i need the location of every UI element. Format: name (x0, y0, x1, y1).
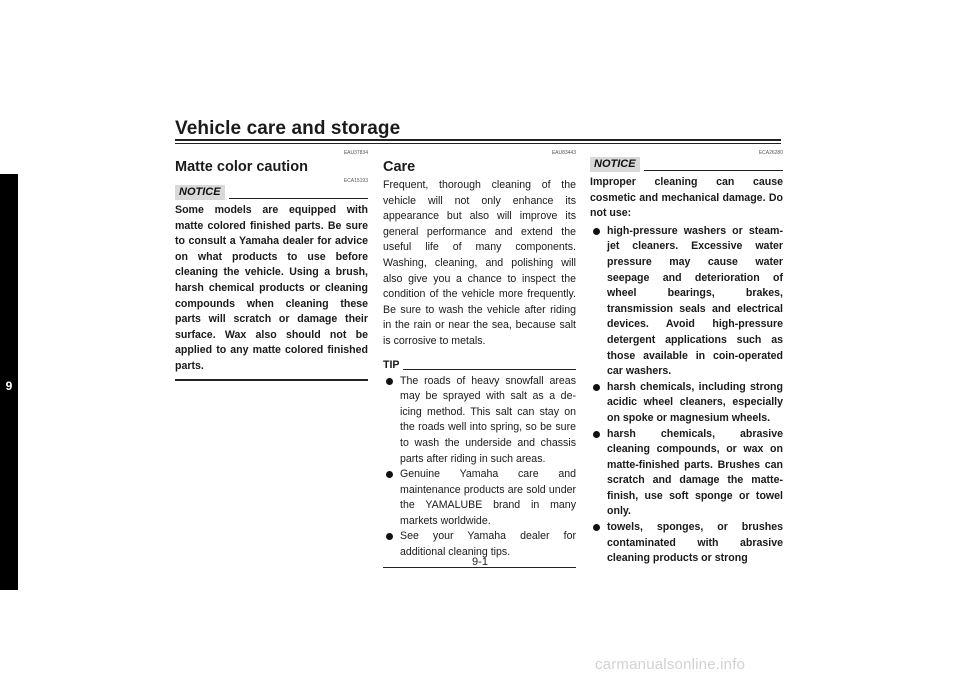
column-cleaning-notice (590, 150, 783, 567)
matte-heading: Matte color caution (175, 159, 308, 175)
bullet-icon (593, 384, 600, 391)
notice-intro: Improper cleaning can cause cosmetic and mechanical damage. Do not use: (590, 176, 783, 220)
section-title: Vehicle care and storage (175, 118, 401, 139)
page-number: 9-1 (472, 556, 488, 568)
care-heading: Care (383, 159, 416, 175)
bullet-icon (386, 378, 393, 385)
column-care (383, 150, 576, 568)
bullet-icon (386, 471, 393, 478)
list-item: towels, sponges, or brushes contaminated with abrasive cleaning products or strong (590, 520, 783, 567)
reference-code: EAU37834 (343, 150, 368, 156)
list-item: The roads of heavy snowfall areas may be sprayed with salt as a de-icing method. This salt can stay on the roads well into spring, so be sure to wash the underside and chassis parts after riding in such areas. (383, 374, 576, 468)
tip-list (383, 374, 576, 561)
notice-rule (229, 198, 368, 199)
list-item: Genuine Yamaha care and maintenance products are sold under the YAMALUBE brand in many markets worldwide. (383, 467, 576, 529)
notice-header (590, 157, 783, 172)
bullet-icon (593, 524, 600, 531)
chapter-number: 9 (5, 379, 13, 393)
notice-end-rule (175, 379, 368, 381)
care-paragraph: Frequent, thorough cleaning of the vehicle will not only enhance its appearance but also will improve its general performance and extend the useful life of many components. Washing, cleaning, and polishing will also give you a chance to inspect the condition of the vehicle more frequently. Be sure to wash the vehicle after riding in the rain or near the sea, because salt is corrosive to metals. (383, 179, 576, 347)
header-rule-thin (175, 143, 781, 144)
notice-badge: NOTICE (175, 185, 225, 200)
bullet-icon (593, 431, 600, 438)
list-item: harsh chemicals, including strong acidic wheel cleaners, especially on spoke or magnesium wheels. (590, 380, 783, 427)
notice-text: Some models are equipped with matte colored finished parts. Be sure to consult a Yamaha dealer for advice on what products to use before cleaning the vehicle. Using a brush, harsh chemical products or cleaning compounds when cleaning these parts will scratch or damage their surface. Wax also should not be applied to any matte colored finished parts. (175, 204, 368, 372)
bullet-icon (386, 533, 393, 540)
reference-code: ECA15193 (343, 178, 368, 184)
tip-header (383, 359, 576, 372)
header-rule (175, 139, 781, 141)
list-item: high-pressure washers or steam-jet cleaners. Excessive water pressure may cause water seepage and deterioration of wheel bearings, brakes, transmission seals and electrical devices. Avoid high-pressure detergent applications such as those available in coin-operated car washers. (590, 224, 783, 380)
list-item: See your Yamaha dealer for additional cleaning tips. (383, 529, 576, 560)
watermark: carmanualsonline.info (595, 656, 746, 673)
notice-badge: NOTICE (590, 157, 640, 172)
column-matte-caution (175, 150, 368, 381)
reference-code: EAU83443 (551, 150, 576, 156)
tip-rule (403, 369, 576, 370)
tip-label: TIP (383, 358, 400, 371)
notice-rule (644, 170, 783, 171)
bullet-icon (593, 228, 600, 235)
list-item: harsh chemicals, abrasive cleaning compounds, or wax on matte-finished parts. Brushes can scratch and damage the matte-finish, use soft sponge or towel only. (590, 427, 783, 521)
notice-list (590, 224, 783, 567)
reference-code: ECA26280 (758, 150, 783, 156)
notice-header (175, 185, 368, 200)
